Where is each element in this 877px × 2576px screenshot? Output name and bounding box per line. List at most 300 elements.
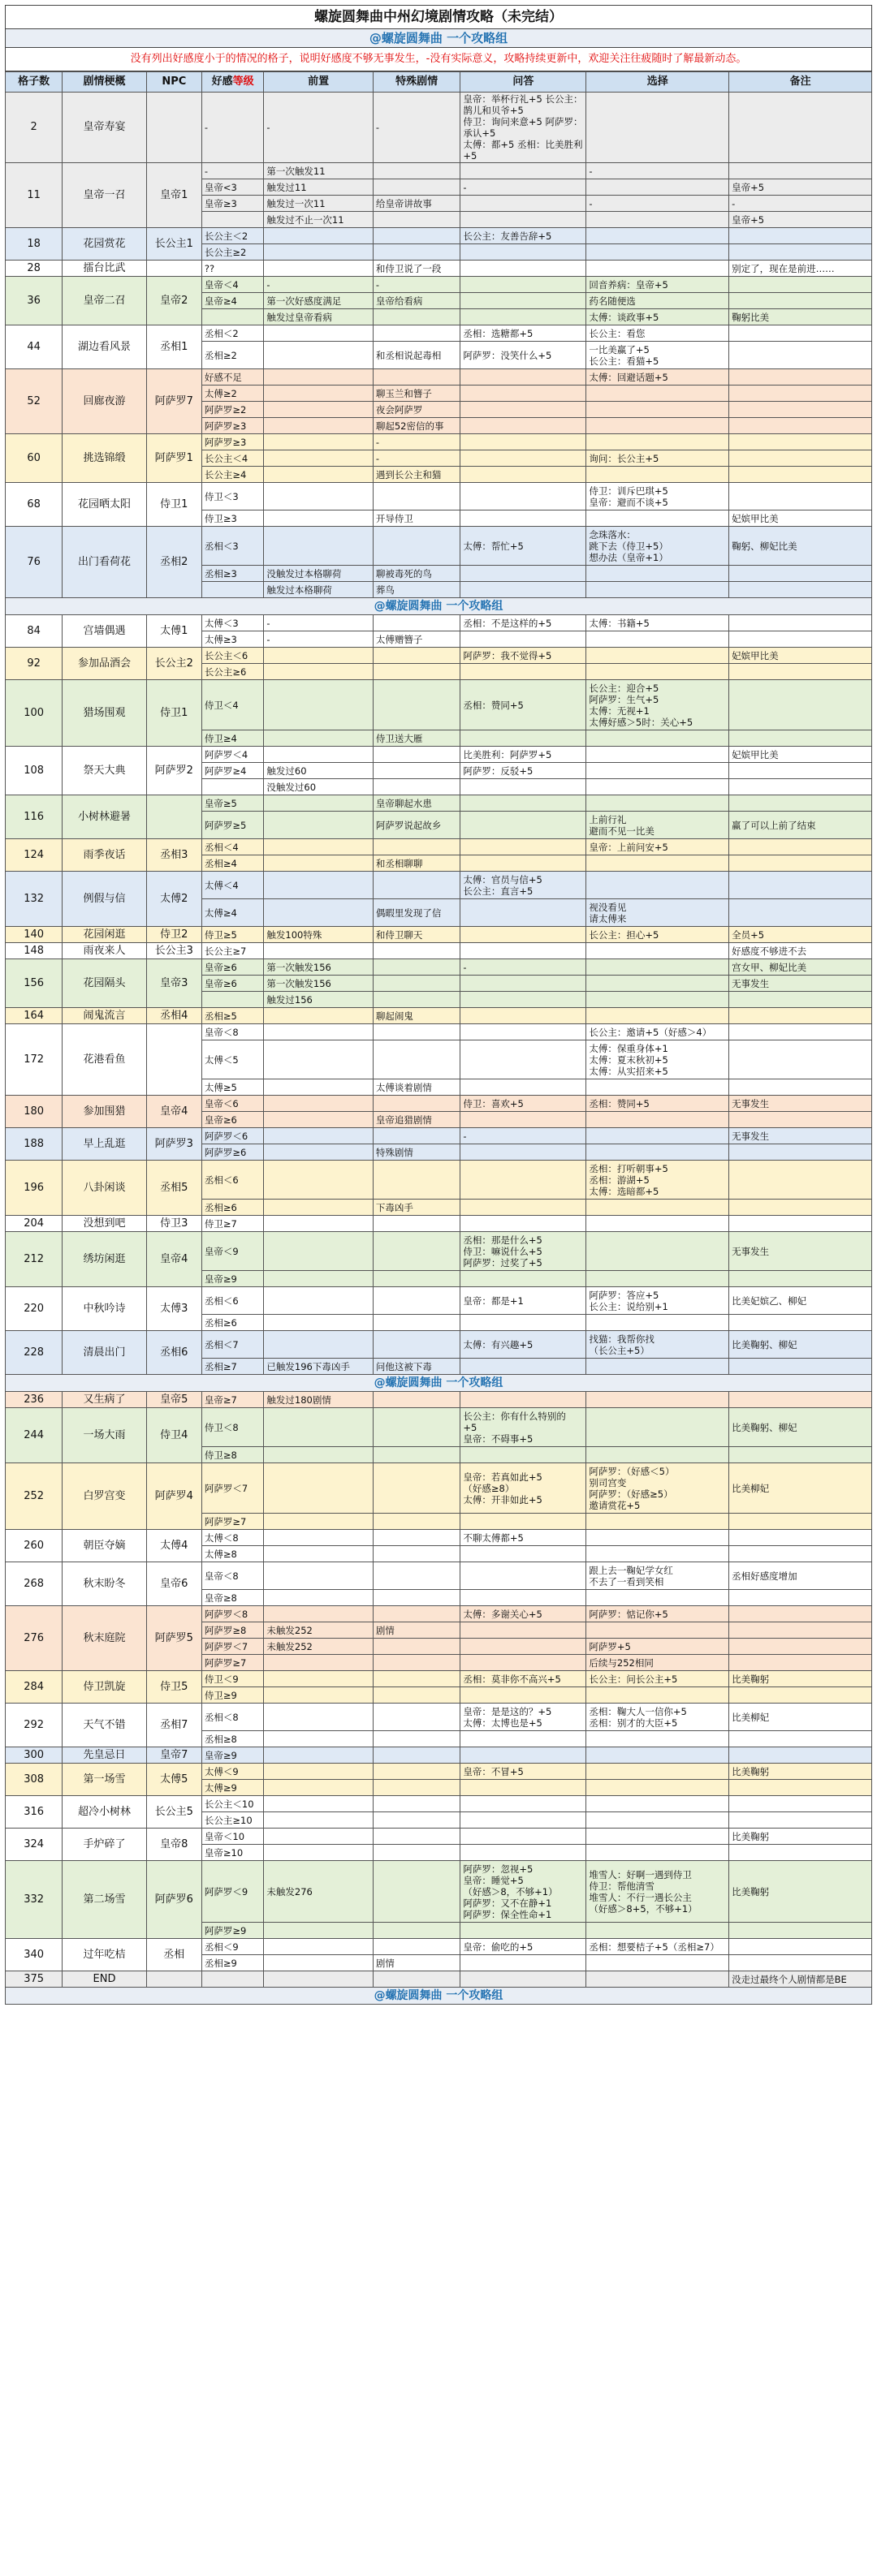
plot-cell: 回廊夜游 [63,369,146,434]
pre-cell [264,1200,373,1216]
pre-cell: 第一次触发11 [264,163,373,179]
pre-cell [264,1447,373,1463]
table-row [6,483,872,510]
fav-cell: 丞相＜3 [201,527,264,566]
grid-cell: 204 [6,1216,63,1232]
pre-cell: 触发100特殊 [264,927,373,943]
note-cell [729,795,872,812]
fav-cell: 太傅≥2 [201,386,264,402]
special-cell [373,664,460,680]
fav-cell: 丞相＜2 [201,325,264,342]
grid-cell: 375 [6,1971,63,1988]
fav-cell: 丞相≥4 [201,855,264,872]
special-cell [373,763,460,779]
npc-cell: 皇帝7 [146,1747,201,1764]
qa-cell [460,369,586,386]
plot-cell: 没想到吧 [63,1216,146,1232]
choice-cell: 皇帝：上前问安+5 [586,839,729,855]
grid-cell: 11 [6,163,63,228]
fav-cell: 皇帝≥10 [201,1845,264,1861]
choice-cell [586,1216,729,1232]
pre-cell: 触发过11 [264,179,373,196]
col-choice: 选择 [586,72,729,93]
choice-cell [586,747,729,763]
fav-cell: 长公主＜6 [201,648,264,664]
note-cell: 全员+5 [729,927,872,943]
note-cell [729,855,872,872]
note-cell [729,1514,872,1530]
note-cell [729,1216,872,1232]
special-cell [373,1562,460,1590]
fav-cell: 阿萨罗＜6 [201,1128,264,1144]
fav-cell: 丞相≥5 [201,1008,264,1024]
qa-cell [460,1731,586,1747]
plot-cell: 宫墙偶遇 [63,615,146,648]
plot-cell: 先皇忌日 [63,1747,146,1764]
note-cell [729,1590,872,1606]
qa-cell [460,1447,586,1463]
choice-cell: 长公主：迎合+5 阿萨罗：生气+5 太傅：无视+1 太傅好感＞5时：关心+5 [586,680,729,730]
grid-cell: 68 [6,483,63,527]
plot-cell: 祭天大典 [63,747,146,795]
pre-cell [264,1331,373,1359]
plot-cell: 出门看荷花 [63,527,146,598]
plot-cell: 秋末庭院 [63,1606,146,1671]
fav-cell: 阿萨罗＜9 [201,1861,264,1923]
fav-cell: 阿萨罗≥7 [201,1655,264,1671]
special-cell [373,839,460,855]
special-cell [373,369,460,386]
npc-cell: 丞相4 [146,1008,201,1024]
note-cell [729,402,872,418]
plot-cell: 花园隔头 [63,959,146,1008]
plot-cell: 花港看鱼 [63,1024,146,1096]
grid-cell: 124 [6,839,63,872]
special-cell: 剧情 [373,1955,460,1971]
pre-cell [264,1955,373,1971]
npc-cell: 皇帝8 [146,1829,201,1861]
fav-cell: 皇帝≥4 [201,293,264,309]
npc-cell: 阿萨罗6 [146,1861,201,1939]
special-cell [373,527,460,566]
credit-separator-row [6,598,872,615]
table-row [6,1232,872,1271]
table-row [6,434,872,450]
choice-cell: 侍卫：训斥巴琪+5 皇帝：避而不谈+5 [586,483,729,510]
special-cell [373,1861,460,1923]
fav-cell: 皇帝≥9 [201,1271,264,1287]
special-cell: 和侍卫聊天 [373,927,460,943]
note-cell: 丞相好感度增加 [729,1562,872,1590]
grid-cell: 236 [6,1392,63,1408]
credit-separator: @螺旋圆舞曲 一个攻略组 [6,1988,872,2005]
pre-cell [264,1655,373,1671]
qa-cell [460,1008,586,1024]
choice-cell [586,1923,729,1939]
col-name: 剧情梗概 [63,72,146,93]
pre-cell [264,418,373,434]
credit-separator-row [6,1375,872,1392]
note-cell [729,839,872,855]
grid-cell: 164 [6,1008,63,1024]
note-cell [729,434,872,450]
choice-cell: 长公主：担心+5 [586,927,729,943]
fav-cell: 皇帝≥6 [201,976,264,992]
qa-cell: 阿萨罗：我不觉得+5 [460,648,586,664]
pre-cell [264,369,373,386]
special-cell: 开导侍卫 [373,510,460,527]
grid-cell: 212 [6,1232,63,1287]
pre-cell [264,1008,373,1024]
npc-cell: 侍卫3 [146,1216,201,1232]
plot-cell: 早上乱逛 [63,1128,146,1161]
pre-cell [264,664,373,680]
grid-cell: 36 [6,277,63,325]
note-cell: 比美柳妃 [729,1704,872,1731]
grid-cell: 2 [6,93,63,163]
note-cell [729,369,872,386]
special-cell: 皇帝给看病 [373,293,460,309]
fav-cell: 阿萨罗≥2 [201,402,264,418]
note-cell [729,1546,872,1562]
qa-cell: 皇帝：偷吃的+5 [460,1939,586,1955]
qa-cell: 阿萨罗：没笑什么+5 [460,342,586,369]
grid-cell: 52 [6,369,63,434]
guide-table [5,71,872,2005]
plot-cell: END [63,1971,146,1988]
plot-cell: 过年吃桔 [63,1939,146,1971]
pre-cell [264,1731,373,1747]
special-cell [373,992,460,1008]
fav-cell: 阿萨罗≥7 [201,1514,264,1530]
plot-cell: 白罗宫变 [63,1463,146,1530]
plot-cell: 小树林避暑 [63,795,146,839]
choice-cell [586,779,729,795]
grid-cell: 60 [6,434,63,483]
pre-cell [264,1939,373,1955]
qa-cell: 丞相：那是什么+5 侍卫：嘛说什么+5 阿萨罗：过奖了+5 [460,1232,586,1271]
qa-cell: 比美胜利：阿萨罗+5 [460,747,586,763]
note-cell: - [729,196,872,212]
npc-cell: 阿萨罗4 [146,1463,201,1530]
note-cell: 皇帝+5 [729,179,872,196]
fav-cell: 皇帝<3 [201,179,264,196]
note-cell: 赢了可以上前了结束 [729,812,872,839]
choice-cell [586,943,729,959]
npc-cell: 太傅2 [146,872,201,927]
choice-cell: - [586,163,729,179]
fav-cell [201,992,264,1008]
table-row [6,680,872,730]
special-cell: 聊起闹鬼 [373,1008,460,1024]
choice-cell [586,1829,729,1845]
col-npc: NPC [146,72,201,93]
grid-cell: 44 [6,325,63,369]
qa-cell [460,1161,586,1200]
special-cell [373,1655,460,1671]
grid-cell: 188 [6,1128,63,1161]
fav-cell: 侍卫≥4 [201,730,264,747]
fav-cell: 丞相≥2 [201,342,264,369]
pre-cell [264,1923,373,1939]
note-cell [729,763,872,779]
note-cell: 比美鞠躬 [729,1829,872,1845]
npc-cell: 太傅4 [146,1530,201,1562]
npc-cell [146,795,201,839]
qa-cell [460,927,586,943]
qa-cell [460,212,586,228]
fav-cell: 太傅≥9 [201,1780,264,1796]
npc-cell: 丞相5 [146,1161,201,1216]
table-row [6,1408,872,1447]
plot-cell: 八卦闲谈 [63,1161,146,1216]
qa-cell [460,631,586,648]
credit-separator: @螺旋圆舞曲 一个攻略组 [6,1375,872,1392]
pre-cell [264,1216,373,1232]
fav-cell: 丞相＜6 [201,1161,264,1200]
qa-cell [460,1829,586,1845]
special-cell [373,747,460,763]
special-cell [373,1704,460,1731]
fav-cell: 长公主≥10 [201,1812,264,1829]
pre-cell [264,386,373,402]
fav-cell: 阿萨罗＜7 [201,1639,264,1655]
npc-cell: 长公主1 [146,228,201,261]
qa-cell [460,1747,586,1764]
pre-cell [264,1161,373,1200]
pre-cell: 触发过一次11 [264,196,373,212]
pre-cell [264,648,373,664]
grid-cell: 332 [6,1861,63,1939]
choice-cell: 后续与252相同 [586,1655,729,1671]
npc-cell: 太傅3 [146,1287,201,1331]
grid-cell: 340 [6,1939,63,1971]
pre-cell [264,1232,373,1271]
special-cell [373,1271,460,1287]
special-cell [373,1447,460,1463]
fav-cell: 侍卫≥5 [201,927,264,943]
fav-cell: 太傅＜8 [201,1530,264,1546]
pre-cell [264,1747,373,1764]
fav-cell: 皇帝≥6 [201,1112,264,1128]
pre-cell [264,467,373,483]
special-cell [373,483,460,510]
plot-cell: 花园赏花 [63,228,146,261]
special-cell [373,1764,460,1780]
fav-cell [201,309,264,325]
fav-cell: 长公主＜4 [201,450,264,467]
grid-cell: 172 [6,1024,63,1096]
choice-cell [586,855,729,872]
special-cell [373,1671,460,1687]
plot-cell: 清晨出门 [63,1331,146,1375]
note-cell: 比美鞠躬 [729,1671,872,1687]
qa-cell [460,812,586,839]
plot-cell: 皇帝一召 [63,163,146,228]
note-cell [729,1144,872,1161]
choice-cell [586,763,729,779]
fav-cell: 皇帝＜6 [201,1096,264,1112]
note-cell [729,1812,872,1829]
pre-cell [264,1079,373,1096]
special-cell: 太傅谈着剧情 [373,1079,460,1096]
qa-cell [460,855,586,872]
special-cell [373,163,460,179]
pre-cell [264,402,373,418]
table-row [6,1562,872,1590]
note-cell: 妃嫔甲比美 [729,747,872,763]
choice-cell [586,1144,729,1161]
pre-cell [264,434,373,450]
choice-cell: 上前行礼 避而不见一比美 [586,812,729,839]
fav-cell: 侍卫＜3 [201,483,264,510]
choice-cell: 丞相：赞同+5 [586,1096,729,1112]
table-row [6,1463,872,1514]
qa-cell [460,976,586,992]
pre-cell: 没触发过本格聊荷 [264,566,373,582]
qa-cell [460,293,586,309]
special-cell [373,309,460,325]
note-cell [729,730,872,747]
choice-cell: 阿萨罗：答应+5 长公主：说给别+1 [586,1287,729,1315]
table-row [6,795,872,812]
choice-cell [586,1392,729,1408]
choice-cell [586,1731,729,1747]
pre-cell: - [264,631,373,648]
pre-cell [264,872,373,899]
fav-cell: 皇帝＜4 [201,277,264,293]
page-title: 螺旋圆舞曲中州幻境剧情攻略（未完结） [5,5,872,29]
choice-cell: 视没看见 请太傅来 [586,899,729,927]
table-row [6,163,872,179]
fav-cell: 丞相＜7 [201,1331,264,1359]
pre-cell [264,1845,373,1861]
pre-cell [264,1764,373,1780]
table-row [6,927,872,943]
grid-cell: 228 [6,1331,63,1375]
choice-cell [586,228,729,244]
qa-cell [460,1845,586,1861]
special-cell: - [373,277,460,293]
grid-cell: 116 [6,795,63,839]
qa-cell: 侍卫：喜欢+5 [460,1096,586,1112]
fav-cell: 侍卫＜4 [201,680,264,730]
note-cell [729,418,872,434]
plot-cell: 花园闲逛 [63,927,146,943]
grid-cell: 28 [6,261,63,277]
table-row [6,943,872,959]
pre-cell: 触发过156 [264,992,373,1008]
plot-cell: 皇帝二召 [63,277,146,325]
choice-cell [586,959,729,976]
qa-cell [460,1923,586,1939]
credit-banner: @螺旋圆舞曲 一个攻略组 [5,29,872,48]
special-cell [373,779,460,795]
note-cell [729,386,872,402]
plot-cell: 闹鬼流言 [63,1008,146,1024]
note-cell [729,582,872,598]
pre-cell [264,1590,373,1606]
pre-cell [264,839,373,855]
special-cell [373,1287,460,1315]
special-cell [373,244,460,261]
choice-cell: 念珠落水： 跳下去（侍卫+5） 想办法（皇帝+1） [586,527,729,566]
pre-cell: 第一次好感度满足 [264,293,373,309]
qa-cell [460,483,586,510]
grid-cell: 140 [6,927,63,943]
qa-cell [460,244,586,261]
note-cell [729,467,872,483]
plot-cell: 挑选锦缎 [63,434,146,483]
note-cell [729,325,872,342]
qa-cell [460,1971,586,1988]
pre-cell [264,1271,373,1287]
npc-cell: 丞相3 [146,839,201,872]
plot-cell: 例假与信 [63,872,146,927]
special-cell: 和丞相聊聊 [373,855,460,872]
pre-cell [264,1144,373,1161]
plot-cell: 湖边看风景 [63,325,146,369]
fav-cell: 皇帝＜8 [201,1562,264,1590]
npc-cell: 侍卫1 [146,483,201,527]
pre-cell [264,261,373,277]
fav-cell: 阿萨罗≥3 [201,418,264,434]
qa-cell [460,386,586,402]
qa-cell: 皇帝：都是+1 [460,1287,586,1315]
choice-cell [586,1622,729,1639]
qa-cell: 太傅：有兴趣+5 [460,1331,586,1359]
qa-cell: 丞相：选糖都+5 [460,325,586,342]
pre-cell: 触发过不止一次11 [264,212,373,228]
grid-cell: 132 [6,872,63,927]
npc-cell: 皇帝6 [146,1562,201,1606]
fav-cell: 长公主≥7 [201,943,264,959]
pre-cell [264,1315,373,1331]
grid-cell: 220 [6,1287,63,1331]
choice-cell [586,1955,729,1971]
note-cell: 宫女甲、柳妃比美 [729,959,872,976]
choice-cell [586,467,729,483]
fav-cell: 丞相＜9 [201,1939,264,1955]
qa-cell: 长公主：你有什么特别的 +5 皇帝：不碍事+5 [460,1408,586,1447]
special-cell [373,1606,460,1622]
pre-cell [264,855,373,872]
grid-cell: 76 [6,527,63,598]
choice-cell [586,1546,729,1562]
note-cell [729,1845,872,1861]
special-cell [373,1687,460,1704]
fav-cell: 皇帝≥8 [201,1590,264,1606]
npc-cell: 长公主2 [146,648,201,680]
pre-cell: 第一次触发156 [264,959,373,976]
special-cell [373,1315,460,1331]
note-cell [729,1731,872,1747]
fav-cell: 侍卫≥9 [201,1687,264,1704]
fav-cell: 太傅≥5 [201,1079,264,1096]
npc-cell: 丞相6 [146,1331,201,1375]
qa-cell [460,1392,586,1408]
pre-cell: 触发过180剧情 [264,1392,373,1408]
special-cell [373,1780,460,1796]
choice-cell [586,1447,729,1463]
table-row [6,228,872,244]
plot-cell: 朝臣夺嫡 [63,1530,146,1562]
qa-cell [460,664,586,680]
table-row [6,1861,872,1923]
npc-cell: 太傅5 [146,1764,201,1796]
special-cell: 聊玉兰和簪子 [373,386,460,402]
grid-cell: 108 [6,747,63,795]
